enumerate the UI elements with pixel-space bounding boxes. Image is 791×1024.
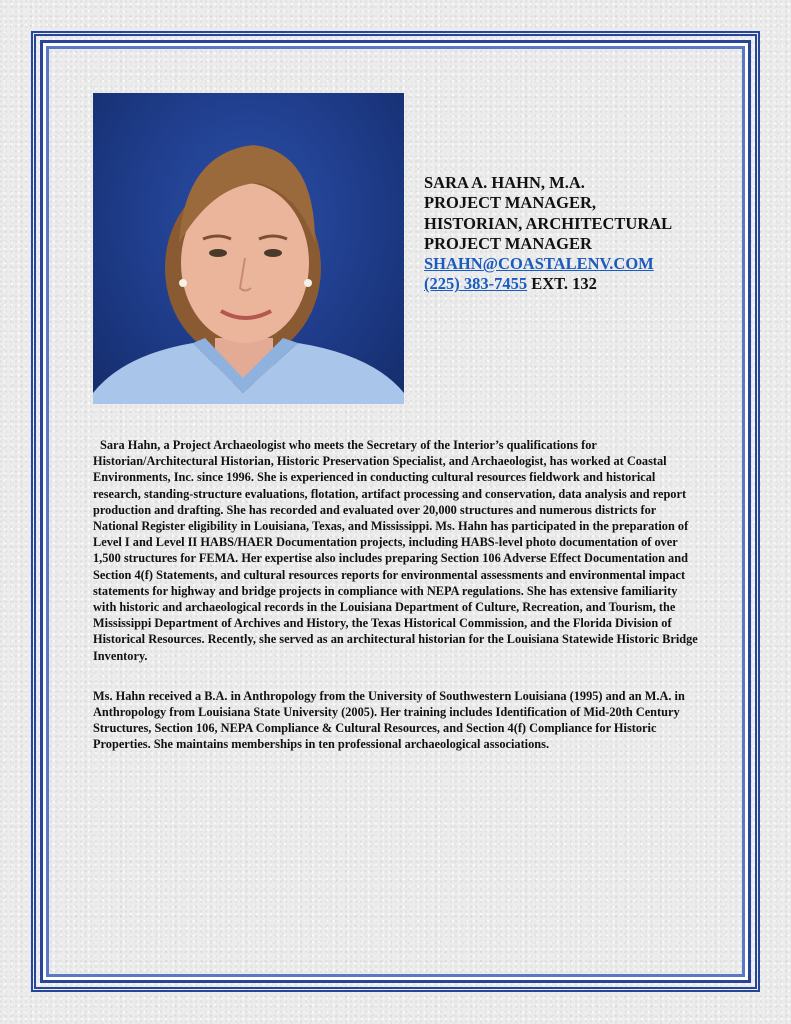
contact-block xyxy=(424,173,724,295)
phone-extension: EXT. 132 xyxy=(527,274,597,294)
person-name: SARA A. HAHN, M.A. xyxy=(424,173,585,192)
job-title-line-1: PROJECT MANAGER, xyxy=(424,193,597,213)
phone-link[interactable]: (225) 383-7455 xyxy=(424,274,528,294)
phone-line xyxy=(424,274,724,294)
email-link[interactable]: SHAHN@COASTALENV.COM xyxy=(424,254,654,274)
portrait-photo xyxy=(93,93,404,404)
bio-paragraph-2: Ms. Hahn received a B.A. in Anthropology from the University of Southwestern Louisiana (1995) and an M.A. in Anthropology from Louisiana State University (2005). Her training includes Identification of Mid-20th Century Structures, Section 106, NEPA Compliance & Cultural Resources, and Section 4(f) Compliance for Historic Properties. She maintains memberships in ten professional archaeological associations. xyxy=(93,688,685,752)
biography xyxy=(93,437,699,753)
bio-paragraph-1: Sara Hahn, a Project Archaeologist who meets the Secretary of the Interior’s qualifications for Historian/Architectural Historian, Historic Preservation Specialist, and Archaeologist, has worked at Coastal Environments, Inc. since 1996. She is experienced in conducting cultural resources fieldwork and historical research, standing-structure evaluations, flotation, artifact processing and conservation, data analysis and report production and drafting. She has recorded and evaluated over 20,000 structures and numerous districts for National Register eligibility in Louisiana, Texas, and Mississippi. Ms. Hahn has participated in the preparation of Level I and Level II HABS/HAER Documentation projects, including HABS-level photo documentation of over 1,500 structures for FEMA. Her expertise also includes preparing Section 106 Adverse Effect Documentation and Section 4(f) Statements, and cultural resources reports for environmental assessments and environmental impact statements for highway and bridge projects in compliance with NEPA regulations. She has extensive familiarity with historic and archaeological records in the Louisiana Department of Culture, Recreation, and Tourism, the Mississippi Department of Archives and History, the Texas Historical Commission, and the Florida Division of Historical Resources. Recently, she served as an architectural historian for the Louisiana Statewide Historic Bridge Inventory. xyxy=(93,438,698,663)
job-title-line-2: HISTORIAN, ARCHITECTURAL xyxy=(424,213,673,233)
job-title-line-3: PROJECT MANAGER xyxy=(424,233,592,253)
email-line xyxy=(424,254,724,274)
